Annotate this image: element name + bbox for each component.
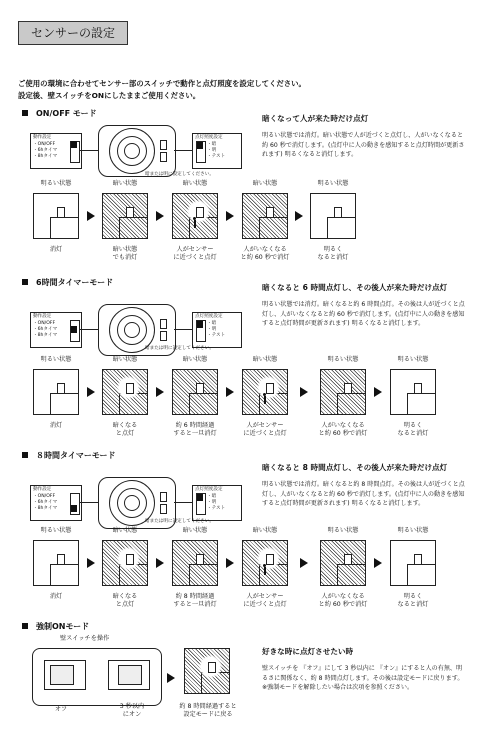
intro-line-1: ご使用の環境に合わせてセンサー部のスイッチで動作と点灯照度を設定してください。 <box>18 79 306 88</box>
lamp <box>126 207 134 218</box>
mode-option: ・ON/OFF <box>33 321 56 326</box>
square-bullet-icon <box>22 452 28 458</box>
state-label: 暗い状態 <box>252 527 278 534</box>
arrow-right-icon <box>300 387 308 397</box>
mode-switch-slot <box>160 140 167 150</box>
switch-caption: 約 8 時間経過すると 設定モードに戻る <box>179 703 237 718</box>
state-caption: 消灯 <box>49 593 63 600</box>
light-switch-panel <box>192 485 242 521</box>
mode-option: ・ON/OFF <box>33 142 56 147</box>
arrow-right-icon <box>226 558 234 568</box>
state-label: 暗い状態 <box>112 356 138 363</box>
mode-option: ・6hタイマ <box>33 500 58 505</box>
state-label: 暗い状態 <box>112 527 138 534</box>
intro-line-2: 設定後、壁スイッチをONにしたままご使用ください。 <box>18 91 201 100</box>
mode-switch-slot <box>160 492 167 502</box>
lamp <box>57 554 65 565</box>
arrow-right-icon <box>156 211 164 221</box>
connector-line <box>80 502 98 503</box>
mode-title: 動作設定 <box>33 135 52 140</box>
connector-line <box>174 150 192 151</box>
state-caption: 明るく なると消灯 <box>397 422 429 437</box>
room-illustration <box>242 193 288 239</box>
arrow-right-icon <box>87 211 95 221</box>
light-title: 点灯照度設定 <box>195 135 223 140</box>
room-wall <box>259 217 260 239</box>
mode-switch-panel <box>30 485 82 521</box>
mode-description: 壁スイッチを 『オフ』にして 3 秒以内に 『オン』にすると人の有無、明るさに関係なく、約 8 時間点灯します。その後は設定モードに戻ります。 ※強制モードを解除したい場合は次項を参照ください。 <box>262 665 464 691</box>
page-title: センサーの設定 <box>18 21 128 45</box>
arrow-right-icon <box>87 558 95 568</box>
room-wall <box>189 393 190 415</box>
lamp <box>57 383 65 394</box>
mode-switch-panel <box>30 312 82 348</box>
switch-caption: オフ <box>54 706 68 713</box>
state-caption: 消灯 <box>49 422 63 429</box>
light-switch-slot <box>160 152 167 162</box>
connector-line <box>80 150 98 151</box>
mode-title: 動作設定 <box>33 487 52 492</box>
state-label: 暗い状態 <box>182 180 208 187</box>
state-label: 暗い状態 <box>252 180 278 187</box>
lamp <box>196 554 204 565</box>
lamp <box>344 554 352 565</box>
room-illustration <box>310 193 356 239</box>
light-option: ・明 <box>207 148 217 153</box>
light-switch-panel <box>192 312 242 348</box>
lamp <box>126 554 134 565</box>
room-wall <box>327 217 328 239</box>
arrow-right-icon <box>226 387 234 397</box>
room-illustration <box>242 369 288 415</box>
light-option: ・テスト <box>207 506 226 511</box>
switch-rocker <box>50 665 74 685</box>
person-icon <box>192 217 197 229</box>
room-illustration <box>33 193 79 239</box>
mode-description: 明るい状態では消灯。暗い状態で人が近づくと点灯し、人がいなくなると約 60 秒で消灯します。(点灯中に人の動きを感知すると点灯時間が更新されます) 明るくなると消灯します。 <box>262 132 465 158</box>
mode-option: ・6hタイマ <box>33 327 58 332</box>
section-heading <box>22 277 113 288</box>
state-label: 暗い状態 <box>112 180 138 187</box>
state-label: 明るい状態 <box>40 180 72 187</box>
arrow-right-icon <box>167 673 175 683</box>
square-bullet-icon <box>22 279 28 285</box>
arrow-right-icon <box>156 558 164 568</box>
room-illustration <box>102 193 148 239</box>
state-caption: 明るく なると消灯 <box>317 246 349 261</box>
light-switch-knob <box>197 494 203 501</box>
arrow-right-icon <box>295 211 303 221</box>
light-title: 点灯照度設定 <box>195 487 223 492</box>
sensor-body <box>98 125 176 177</box>
room-illustration <box>102 540 148 586</box>
light-option: ・明 <box>207 327 217 332</box>
room-wall <box>50 393 51 415</box>
switch-caption: 3 秒以内 にオン <box>119 703 145 718</box>
room-wall <box>50 217 51 239</box>
room-illustration <box>390 369 436 415</box>
state-caption: 約 6 時間経過 すると一旦消灯 <box>173 422 217 437</box>
section-heading <box>22 450 116 461</box>
lamp <box>266 207 274 218</box>
arrow-right-icon <box>300 558 308 568</box>
room-wall <box>119 217 120 239</box>
light-option: ・暗 <box>207 142 217 147</box>
light-option: ・暗 <box>207 494 217 499</box>
mode-description-title: 好きな時に点灯させたい時 <box>262 647 354 656</box>
square-bullet-icon <box>22 110 28 116</box>
mode-description: 明るい状態では消灯。暗くなると約 8 時間点灯。その後は人が近づくと点灯し、人がいなくなると約 60 秒で消灯します。(点灯中に人の動きを感知すると点灯時間が更新されます) 明るくなると消灯します。 <box>262 481 465 507</box>
state-caption: 人がいなくなる と約 60 秒で消灯 <box>240 246 290 261</box>
state-caption: 消灯 <box>49 246 63 253</box>
person-body <box>264 396 266 404</box>
square-bullet-icon <box>22 623 28 629</box>
state-label: 明るい状態 <box>317 180 349 187</box>
person-icon <box>262 393 267 405</box>
state-label: 暗い状態 <box>182 527 208 534</box>
mode-switch-knob <box>71 141 77 148</box>
lamp <box>196 383 204 394</box>
room-wall <box>337 393 338 415</box>
state-label: 明るい状態 <box>397 527 429 534</box>
dial-note: 暗または明に設定してください。 <box>145 346 214 351</box>
arrow-right-icon <box>87 387 95 397</box>
wall-switch-caption: 壁スイッチを操作 <box>60 635 110 642</box>
mode-option: ・ON/OFF <box>33 494 56 499</box>
state-caption: 暗い状態 でも消灯 <box>112 246 138 261</box>
switch-rocker <box>118 665 142 685</box>
mode-switch-slot <box>160 319 167 329</box>
state-label: 暗い状態 <box>182 356 208 363</box>
person-body <box>264 567 266 575</box>
room-wall <box>189 564 190 586</box>
section-heading-text: ON/OFF モード <box>36 109 97 118</box>
light-switch-knob <box>197 142 203 149</box>
room-illustration <box>102 369 148 415</box>
arrow-right-icon <box>374 387 382 397</box>
state-caption: 明るく なると消灯 <box>397 593 429 608</box>
mode-option: ・8hタイマ <box>33 506 58 511</box>
lamp <box>414 383 422 394</box>
mode-switch-knob <box>71 505 77 512</box>
mode-description-title: 暗くなると 8 時間点灯し、その後人が来た時だけ点灯 <box>262 463 448 472</box>
mode-description: 明るい状態では消灯。暗くなると約 6 時間点灯。その後は人が近づくと点灯し、人がいなくなると約 60 秒で消灯します。(点灯中に人の動きを感知すると点灯時間が更新されます) 明るくなると消灯します。 <box>262 301 465 327</box>
room-illustration <box>172 193 218 239</box>
lamp <box>414 554 422 565</box>
dial-note: 暗または明に設定してください。 <box>145 172 214 177</box>
intro-text <box>18 78 468 102</box>
room-wall <box>407 393 408 415</box>
lamp <box>334 207 342 218</box>
sensor-center <box>124 322 140 338</box>
room-illustration <box>320 369 366 415</box>
room-illustration <box>390 540 436 586</box>
sensor-center <box>124 495 140 511</box>
connector-line <box>174 502 192 503</box>
room-illustration <box>184 648 230 694</box>
state-caption: 暗くなる と点灯 <box>112 422 138 437</box>
room-illustration <box>33 540 79 586</box>
room-illustration <box>172 369 218 415</box>
light-option: ・暗 <box>207 321 217 326</box>
room-illustration <box>242 540 288 586</box>
light-option: ・テスト <box>207 154 226 159</box>
person-icon <box>262 564 267 576</box>
arrow-right-icon <box>374 558 382 568</box>
mode-description-title: 暗くなって人が来た時だけ点灯 <box>262 114 369 123</box>
room-illustration <box>33 369 79 415</box>
state-caption: 人がセンサー に近づくと点灯 <box>243 593 287 608</box>
state-caption: 暗くなる と点灯 <box>112 593 138 608</box>
state-caption: 人がセンサー に近づくと点灯 <box>173 246 217 261</box>
state-caption: 人がいなくなる と約 60 秒で消灯 <box>318 422 368 437</box>
light-switch-panel <box>192 133 242 169</box>
person-body <box>194 220 196 228</box>
connector-line <box>80 329 98 330</box>
state-label: 明るい状態 <box>327 356 359 363</box>
mode-title: 動作設定 <box>33 314 52 319</box>
mode-option: ・6hタイマ <box>33 148 58 153</box>
light-switch-knob <box>197 321 203 328</box>
light-option: ・テスト <box>207 333 226 338</box>
lamp <box>208 662 216 673</box>
section-heading-text: 6時間タイマーモード <box>36 278 114 287</box>
arrow-right-icon <box>156 387 164 397</box>
section-heading-text: 強制ONモード <box>36 622 90 631</box>
section-heading <box>22 621 89 632</box>
state-label: 明るい状態 <box>40 527 72 534</box>
lamp <box>126 383 134 394</box>
mode-option: ・8hタイマ <box>33 154 58 159</box>
connector-line <box>174 329 192 330</box>
room-wall <box>407 564 408 586</box>
dial-note: 暗または明に設定してください。 <box>145 519 214 524</box>
state-label: 明るい状態 <box>327 527 359 534</box>
section-heading <box>22 108 97 119</box>
light-option: ・明 <box>207 500 217 505</box>
room-illustration <box>172 540 218 586</box>
lamp <box>344 383 352 394</box>
light-switch-slot <box>160 504 167 514</box>
state-caption: 人がセンサー に近づくと点灯 <box>243 422 287 437</box>
arrow-right-icon <box>226 211 234 221</box>
sensor-center <box>124 143 140 159</box>
light-switch-slot <box>160 331 167 341</box>
lamp <box>57 207 65 218</box>
state-caption: 人がいなくなる と約 60 秒で消灯 <box>318 593 368 608</box>
light-title: 点灯照度設定 <box>195 314 223 319</box>
room-wall <box>50 564 51 586</box>
state-caption: 約 8 時間経過 すると一旦消灯 <box>173 593 217 608</box>
state-label: 暗い状態 <box>252 356 278 363</box>
mode-switch-panel <box>30 133 82 169</box>
mode-switch-knob <box>71 326 77 333</box>
room-illustration <box>320 540 366 586</box>
room-wall <box>337 564 338 586</box>
state-label: 明るい状態 <box>397 356 429 363</box>
mode-option: ・8hタイマ <box>33 333 58 338</box>
state-label: 明るい状態 <box>40 356 72 363</box>
section-heading-text: ８時間タイマーモード <box>36 451 116 460</box>
mode-description-title: 暗くなると 6 時間点灯し、その後人が来た時だけ点灯 <box>262 283 448 292</box>
